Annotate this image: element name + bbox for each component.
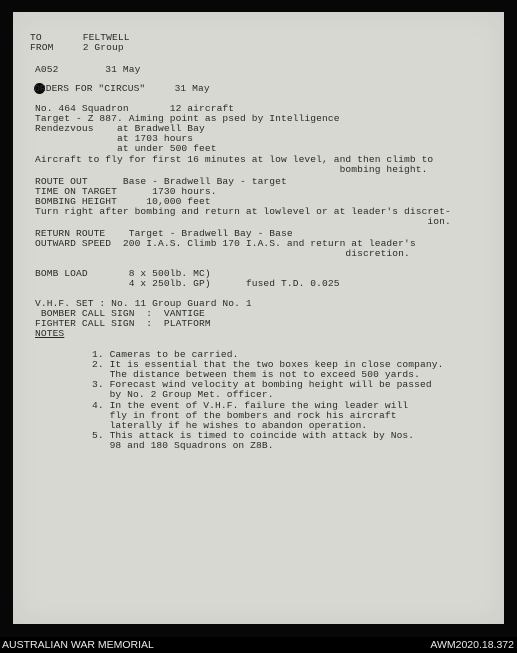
note-line: 4. In the event of V.H.F. failure the wing leader will bbox=[92, 400, 409, 411]
rendezvous-line: at under 500 feet bbox=[35, 143, 217, 154]
vhf-line: BOMBER CALL SIGN : VANTIGE bbox=[35, 308, 205, 319]
accession-number: AWM2020.18.372 bbox=[430, 639, 514, 651]
rendezvous-line: Rendezvous at Bradwell Bay bbox=[35, 123, 205, 134]
header-ref: A052 31 May bbox=[35, 64, 141, 75]
target-line: Target - Z 887. Aiming point as psed by Intelligence bbox=[35, 113, 340, 124]
route-line: Turn right after bombing and return at lowlevel or at leader's discret- bbox=[35, 206, 451, 217]
squadron-line: No. 464 Squadron 12 aircraft bbox=[35, 103, 235, 114]
note-line: by No. 2 Group Met. officer. bbox=[92, 389, 274, 400]
note-line: 2. It is essential that the two boxes keep in close company. bbox=[92, 359, 444, 370]
note-line: 1. Cameras to be carried. bbox=[92, 349, 239, 360]
note-line: 3. Forecast wind velocity at bombing height will be passed bbox=[92, 379, 432, 390]
route-line: ROUTE OUT Base - Bradwell Bay - target bbox=[35, 176, 287, 187]
low-level-line: bombing height. bbox=[35, 164, 428, 175]
header-from: FROM 2 Group bbox=[30, 42, 124, 53]
note-line: The distance between them is not to exceed 500 yards. bbox=[92, 369, 421, 380]
note-line: fly in front of the bombers and rock his aircraft bbox=[92, 410, 397, 421]
institution-label: AUSTRALIAN WAR MEMORIAL bbox=[2, 639, 154, 651]
bomb-load-line: 4 x 250lb. GP) fused T.D. 0.025 bbox=[35, 278, 340, 289]
note-line: 98 and 180 Squadrons on Z8B. bbox=[92, 440, 274, 451]
route-line: ion. bbox=[35, 216, 451, 227]
note-line: laterally if he wishes to abandon operation. bbox=[92, 420, 368, 431]
vhf-line: V.H.F. SET : No. 11 Group Guard No. 1 bbox=[35, 298, 252, 309]
footer-bar bbox=[0, 637, 517, 653]
header-to: TO FELTWELL bbox=[30, 32, 130, 43]
low-level-line: Aircraft to fly for first 16 minutes at low level, and then climb to bbox=[35, 154, 434, 165]
orders-title: ORDERS FOR "CIRCUS" 31 May bbox=[34, 83, 210, 94]
notes-heading: NOTES bbox=[35, 328, 65, 339]
bomb-load-line: BOMB LOAD 8 x 500lb. MC) bbox=[35, 268, 211, 279]
document-page bbox=[13, 12, 504, 624]
route-line: TIME ON TARGET 1730 hours. bbox=[35, 186, 217, 197]
route-line: BOMBING HEIGHT 10,000 feet bbox=[35, 196, 211, 207]
return-line: RETURN ROUTE Target - Bradwell Bay - Base bbox=[35, 228, 293, 239]
note-line: 5. This attack is timed to coincide with attack by Nos. bbox=[92, 430, 415, 441]
rendezvous-line: at 1703 hours bbox=[35, 133, 194, 144]
vhf-line: FIGHTER CALL SIGN : PLATFORM bbox=[35, 318, 211, 329]
return-line: discretion. bbox=[35, 248, 410, 259]
return-line: OUTWARD SPEED 200 I.A.S. Climb 170 I.A.S. and return at leader's bbox=[35, 238, 416, 249]
